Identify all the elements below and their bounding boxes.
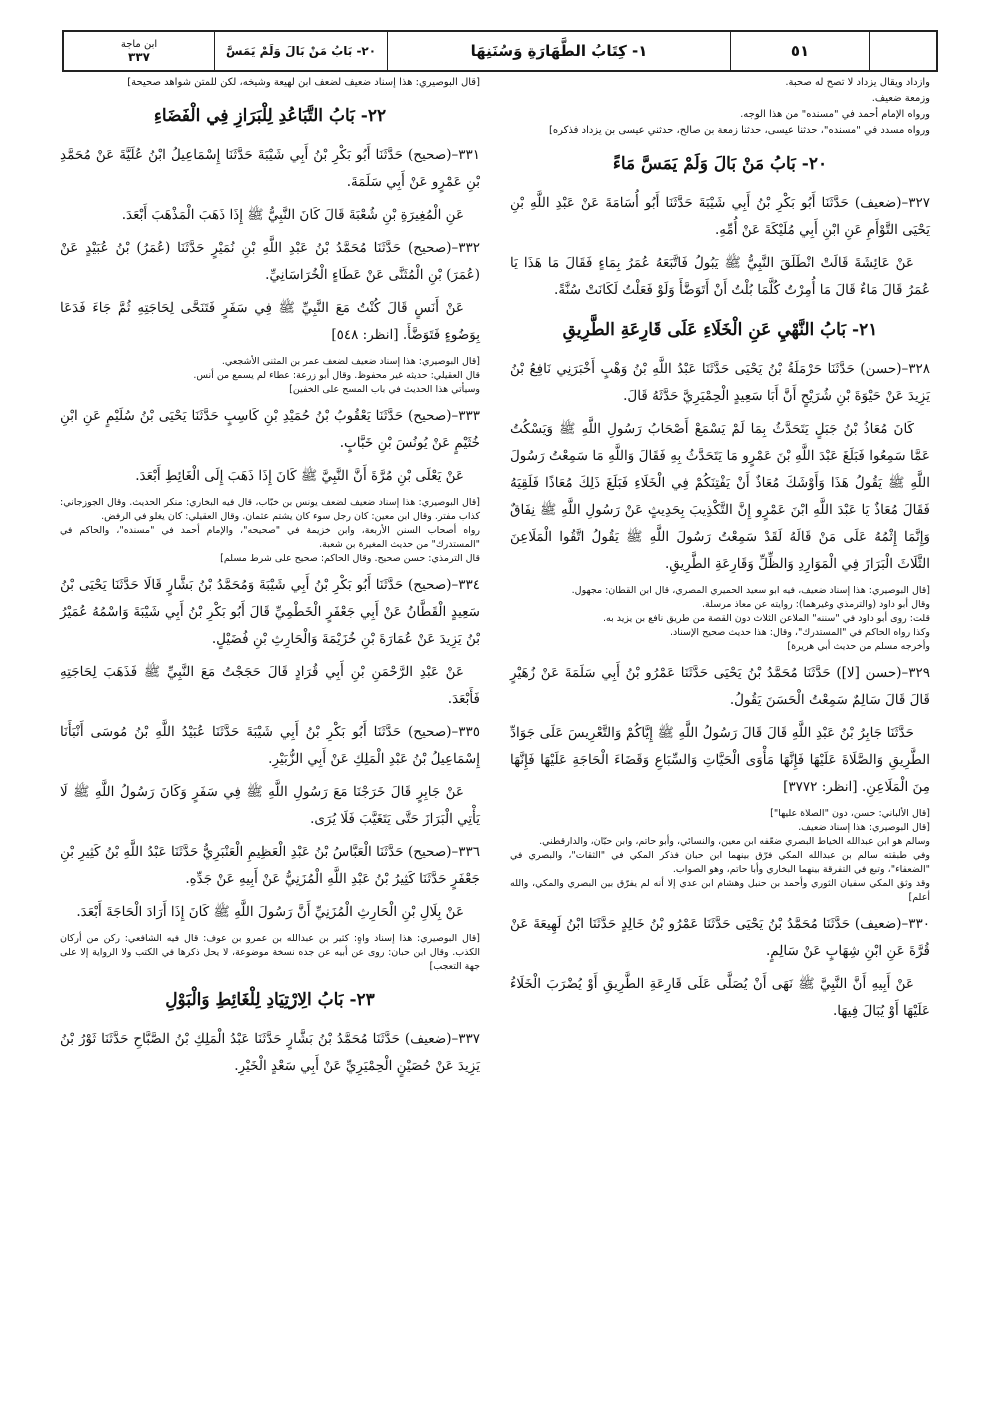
chapter-23-title: ٢٣- بَابُ الِارْتِيَادِ لِلْغَائِطِ وَالْبَوْلِ (165, 990, 375, 1010)
hadith-336-matn: عَنْ بِلَالِ بْنِ الْحَارِثِ الْمُزَنِيِّ أَنَّ رَسُولَ اللَّهِ ﷺ كَانَ إِذَا أَرَادَ الْحَاجَةَ أَبْعَدَ. (76, 904, 464, 920)
footnote-line: [قال البوصيري: هذا إسناد ضعيف لضعف يونس بن خبّاب، قال فيه البخاري: منكر الحديث. وقال الجوزجاني: كذاب مفتر. وقال ابن معين: كان رجل سوء كان يشتم عثمان. وقال العقيلي: كان يغلو في الرفض. (60, 497, 480, 522)
page-number: ٥١ (730, 32, 869, 70)
hadith-335-matn: عَنْ جَابِرٍ قَالَ خَرَجْنَا مَعَ رَسُولِ اللَّهِ ﷺ فِي سَفَرٍ وَكَانَ رَسُولُ اللَّهِ ﷺ لَا يَأْتِي الْبَرَازَ حَتَّى يَتَغَيَّبَ فَلَا يُرَى. (60, 784, 480, 827)
footnote-line: [قال البوصيري: هذا إسناد ضعيف لضعف عمر بن المثنى الأشجعي. (221, 356, 480, 367)
hadith-331-isnad: ٣٣١–(صحيح) حَدَّثَنَا أَبُو بَكْرِ بْنُ أَبِي شَيْبَةَ حَدَّثَنَا إِسْمَاعِيلُ ابْنُ عُلَيَّةَ عَنْ مُحَمَّدِ بْنِ عَمْرٍو عَنْ أَبِي سَلَمَةَ. (60, 147, 480, 190)
hadith-337-isnad: ٣٣٧–(ضعيف) حَدَّثَنَا مُحَمَّدُ بْنُ بَشَّارٍ حَدَّثَنَا عَبْدُ الْمَلِكِ بْنُ الصَّبَّاحِ حَدَّثَنَا ثَوْرُ بْنُ يَزِيدَ عَنْ حُصَيْنٍ الْحِمْيَرِيِّ عَنْ أَبِي سَعْدٍ الْخَيْرِ. (60, 1031, 480, 1074)
footnote (510, 807, 930, 905)
footnote: وزمعة ضعيف. (871, 93, 930, 104)
hadith-330-matn: عَنْ أَبِيهِ أَنَّ النَّبِيَّ ﷺ نَهَى أَنْ يُصَلَّى عَلَى قَارِعَةِ الطَّرِيقِ أَوْ يُضْرَبَ الْخَلَاءُ عَلَيْهَا أَوْ يُبَالَ فِيهَا. (510, 976, 930, 1019)
hadith-334-isnad: ٣٣٤–(صحيح) حَدَّثَنَا أَبُو بَكْرِ بْنُ أَبِي شَيْبَةَ وَمُحَمَّدُ بْنُ بَشَّارٍ قَالَا حَدَّثَنَا يَحْيَى بْنُ سَعِيدٍ الْقَطَّانُ عَنْ أَبِي جَعْفَرٍ الْخَطْمِيِّ قَالَ أَبُو بَكْرِ بْنُ أَبِي شَيْبَةَ وَاسْمُهُ عُمَيْرُ بْنُ يَزِيدَ عَنْ عُمَارَةَ بْنِ خُزَيْمَةَ وَالْحَارِثِ بْنِ فُضَيْلٍ. (60, 577, 480, 647)
hadith-327-matn: عَنْ عَائِشَةَ قَالَتْ انْطَلَقَ النَّبِيُّ ﷺ يَبُولُ فَاتَّبَعَهُ عُمَرُ بِمَاءٍ فَقَالَ مَا هَذَا يَا عُمَرُ قَالَ مَاءٌ قَالَ مَا أُمِرْتُ كُلَّمَا بُلْتُ أَنْ أَتَوَضَّأَ وَلَوْ فَعَلْتُ لَكَانَتْ سُنَّةً. (510, 255, 930, 298)
chapter-20-title: ٢٠- بَابُ مَنْ بَالَ وَلَمْ يَمَسَّ مَاءً (612, 154, 828, 174)
left-column (60, 76, 480, 1086)
hadith-328-matn: كَانَ مُعَاذُ بْنُ جَبَلٍ يَتَحَدَّثُ بِمَا لَمْ يَسْمَعْ أَصْحَابُ رَسُولِ اللَّهِ ﷺ وَيَسْكُتُ عَمَّا سَمِعُوا فَبَلَغَ عَبْدَ اللَّهِ بْنَ عَمْرٍو مَا يَتَحَدَّثُ بِهِ فَقَالَ وَاللَّهِ مَا سَمِعْتُ رَسُولَ اللَّهِ ﷺ يَقُولُ هَذَا وَأَوْشَكَ مُعَاذٌ أَنْ يَفْتِنَكُمْ فِي الْخَلَاءِ فَبَلَغَ ذَلِكَ مُعَاذًا فَلَقِيَهُ فَقَالَ مُعَاذٌ يَا عَبْدَ اللَّهِ ابْنَ عَمْرٍو إِنَّ التَّكْذِيبَ بِحَدِيثٍ عَنْ رَسُولِ اللَّهِ ﷺ نِفَاقٌ وَإِنَّمَا إِثْمُهُ عَلَى مَنْ قَالَهُ لَقَدْ سَمِعْتُ رَسُولَ اللَّهِ ﷺ يَقُولُ اتَّقُوا الْمَلَاعِنَ الثَّلَاثَ الْبَرَازَ فِي الْمَوَارِدِ وَالظِّلِّ وَقَارِعَةِ الطَّرِيقِ. (510, 421, 930, 572)
source-number: ٣٣٧ (128, 50, 150, 64)
right-column (510, 76, 930, 1031)
hadith-330-isnad: ٣٣٠–(ضعيف) حَدَّثَنَا مُحَمَّدُ بْنُ يَحْيَى حَدَّثَنَا عَمْرُو بْنُ خَالِدٍ حَدَّثَنَا ابْنُ لَهِيعَةَ عَنْ قُرَّةَ عَنِ ابْنِ شِهَابٍ عَنْ سَالِمٍ. (510, 916, 930, 959)
footnote-line: وأخرجه مسلم من حديث أبي هريرة] (787, 641, 930, 652)
footnote-line: وقد وثق المكي سفيان الثوري وأحمد بن حنبل وهشام ابن عدي إلا أنه لم يفرّق بين البصري والمكي، والله أعلم] (510, 878, 930, 903)
footnote (60, 355, 480, 397)
footnote-line: [قال البوصيري: هذا إسناد ضعيف، فيه ابو سعيد الحميري المصري، قال ابن القطان: مجهول. (571, 585, 930, 596)
source-name: ابن ماجة (120, 39, 158, 50)
footnote: [قال البوصيري: هذا إسناد واهٍ: كثير بن عبدالله بن عمرو بن عوف: قال فيه الشافعي: ركن من أركان الكذب. وقال ابن حبان: روى عن أبيه عن جده نسخة موضوعة، لا يحل ذكرها في الكتب ولا الرواية إلا على جهة التعجب] (60, 933, 480, 972)
header-blank-cell (869, 32, 936, 70)
hadith-332-isnad: ٣٣٢–(صحيح) حَدَّثَنَا مُحَمَّدُ بْنُ عَبْدِ اللَّهِ بْنِ نُمَيْرٍ حَدَّثَنَا (عُمَرُ) بْنُ عُبَيْدٍ عَنْ (عُمَرَ) بْنِ الْمُثَنَّى عَنْ عَطَاءٍ الْخُرَاسَانِيِّ. (60, 240, 480, 283)
footnote (510, 584, 930, 654)
chapter-22-title: ٢٢- بَابُ التَّبَاعُدِ لِلْبَرَازِ فِي الْفَضَاءِ (153, 106, 387, 126)
hadith-329-matn: حَدَّثَنَا جَابِرُ بْنُ عَبْدِ اللَّهِ قَالَ قَالَ رَسُولُ اللَّهِ ﷺ إِيَّاكُمْ وَالتَّعْرِيسَ عَلَى جَوَادِّ الطَّرِيقِ وَالصَّلَاةَ عَلَيْهَا فَإِنَّهَا مَأْوَى الْحَيَّاتِ وَالسِّبَاعِ وَقَضَاءَ الْحَاجَةِ عَلَيْهَا فَإِنَّهَا مِنَ الْمَلَاعِنِ. [انظر: ٣٧٧٢] (510, 725, 930, 795)
footnote-line: [قال البوصيري: هذا إسناد ضعيف. (798, 822, 930, 833)
hadith-331-matn: عَنِ الْمُغِيرَةِ بْنِ شُعْبَةَ قَالَ كَانَ النَّبِيُّ ﷺ إِذَا ذَهَبَ الْمَذْهَبَ أَبْعَدَ. (121, 207, 464, 223)
footnote-line: قال الترمذي: حسن صحيح. وقال الحاكم: صحيح على شرط مسلم] (220, 553, 480, 564)
footnote-line: وكذا رواه الحاكم في "المستدرك"، وقال: هذا حديث صحيح الإسناد. (670, 627, 930, 638)
footnote: [قال البوصيري: هذا إسناد ضعيف لضعف ابن لهيعة وشيخه، لكن للمتن شواهد صحيحة] (127, 77, 480, 88)
footnote-line: قلت: روى أبو داود في "سننه" الملاعن الثلاث دون القصة من طريق نافع بن يزيد به. (602, 613, 930, 624)
hadith-332-matn: عَنْ أَنَسٍ قَالَ كُنْتُ مَعَ النَّبِيِّ ﷺ فِي سَفَرٍ فَتَنَحَّى لِحَاجَتِهِ ثُمَّ جَاءَ فَدَعَا بِوَضُوءٍ فَتَوَضَّأَ. [انظر: ٥٤٨] (60, 300, 480, 343)
footnote-line: وسالم هو ابن عبدالله الخياط البصري ضعّفه ابن معين، والنسائي، وأبو حاتم، وابن حبّان، والدارقطني. (539, 836, 930, 847)
footnote: ورواه الإمام أحمد في "مسنده" من هذا الوجه. (740, 109, 930, 120)
hadith-336-isnad: ٣٣٦–(صحيح) حَدَّثَنَا الْعَبَّاسُ بْنُ عَبْدِ الْعَظِيمِ الْعَنْبَرِيُّ حَدَّثَنَا عَبْدُ اللَّهِ بْنُ كَثِيرِ بْنِ جَعْفَرٍ حَدَّثَنَا كَثِيرُ بْنُ عَبْدِ اللَّهِ الْمُزَنِيُّ عَنْ أَبِيهِ عَنْ جَدِّهِ. (60, 844, 480, 887)
footnote: وازداد ويقال يزداد لا تصح له صحبة. (785, 77, 930, 88)
hadith-327-isnad: ٣٢٧–(ضعيف) حَدَّثَنَا أَبُو بَكْرِ بْنُ أَبِي شَيْبَةَ حَدَّثَنَا أَبُو أُسَامَةَ عَنْ عَبْدِ اللَّهِ بْنِ يَحْيَى التَّوْأَمِ عَنِ ابْنِ أَبِي مُلَيْكَةَ عَنْ أُمِّهِ. (510, 195, 930, 238)
footnote-line: وفي طبقته سالم بن عبدالله المكي فرّق بينهما ابن حبان فذكر المكي في "الثقات"، والبصري في "الضعفاء"، وتبع في التفرقة بينهما البخاري وأبا حاتم، وهو الصواب. (510, 850, 930, 875)
chapter-21-title: ٢١- بَابُ النَّهْيِ عَنِ الْخَلَاءِ عَلَى قَارِعَةِ الطَّرِيقِ (562, 320, 878, 340)
book-title: ١- كِتَابُ الطَّهَارَةِ وَسُنَنِهَا (387, 32, 730, 70)
chapter-ref: ٢٠- بَابُ مَنْ بَالَ وَلَمْ يَمَسَّ (214, 32, 387, 70)
footnote-line: وقال أبو داود (والترمذي وغيرهما): روايته عن معاذ مرسلة. (701, 599, 930, 610)
footnote-line: وسيأتي هذا الحديث في باب المسح على الخفين] (289, 384, 480, 395)
hadith-329-isnad: ٣٢٩–(حسن [لا]) حَدَّثَنَا مُحَمَّدُ بْنُ يَحْيَى حَدَّثَنَا عَمْرُو بْنُ أَبِي سَلَمَةَ عَنْ زُهَيْرٍ قَالَ قَالَ سَالِمٌ سَمِعْتُ الْحَسَنَ يَقُولُ. (510, 665, 930, 708)
hadith-333-isnad: ٣٣٣–(صحيح) حَدَّثَنَا يَعْقُوبُ بْنُ حُمَيْدِ بْنِ كَاسِبٍ حَدَّثَنَا يَحْيَى بْنُ سُلَيْمٍ عَنِ ابْنِ خُثَيْمٍ عَنْ يُونُسَ بْنِ خَبَّابٍ. (60, 408, 480, 451)
hadith-335-isnad: ٣٣٥–(صحيح) حَدَّثَنَا أَبُو بَكْرِ بْنُ أَبِي شَيْبَةَ حَدَّثَنَا عُبَيْدُ اللَّهِ بْنُ مُوسَى أَنْبَأَنَا إِسْمَاعِيلُ بْنُ عَبْدِ الْمَلِكِ عَنْ أَبِي الزُّبَيْرِ. (60, 724, 480, 767)
footnote (60, 496, 480, 566)
footnote-line: [قال الألباني: حسن، دون "الصلاة عليها"] (770, 808, 930, 819)
footnote-line: رواه أصحاب السنن الأربعة، وابن خزيمة في "صحيحه"، والإمام أحمد في "مسنده"، والحاكم في "المستدرك" من حديث المغيرة بن شعبة. (60, 525, 480, 550)
page-header (62, 30, 938, 72)
hadith-333-matn: عَنْ يَعْلَى بْنِ مُرَّةَ أَنَّ النَّبِيَّ ﷺ كَانَ إِذَا ذَهَبَ إِلَى الْغَائِطِ أَبْعَدَ. (135, 468, 464, 484)
hadith-334-matn: عَنْ عَبْدِ الرَّحْمَنِ بْنِ أَبِي قُرَادٍ قَالَ حَجَجْتُ مَعَ النَّبِيِّ ﷺ فَذَهَبَ لِحَاجَتِهِ فَأَبْعَدَ. (60, 664, 480, 707)
hadith-328-isnad: ٣٢٨–(حسن) حَدَّثَنَا حَرْمَلَةُ بْنُ يَحْيَى حَدَّثَنَا عَبْدُ اللَّهِ بْنُ وَهْبٍ أَخْبَرَنِي نَافِعُ بْنُ يَزِيدَ عَنْ حَيْوَةَ بْنِ شُرَيْحٍ أَنَّ أَبَا سَعِيدٍ الْحِمْيَرِيَّ حَدَّثَهُ قَالَ. (510, 361, 930, 404)
footnote-line: قال العقيلي: حديثه غير محفوظ. وقال أبو زرعة: عطاء لم يسمع من أنس. (193, 370, 480, 381)
footnote: ورواه مسدد في "مسنده"، حدثنا عيسى، حدثنا زمعة بن صالح، حدثني عيسى بن يزداد فذكره] (548, 125, 930, 136)
source-cell (64, 32, 214, 70)
